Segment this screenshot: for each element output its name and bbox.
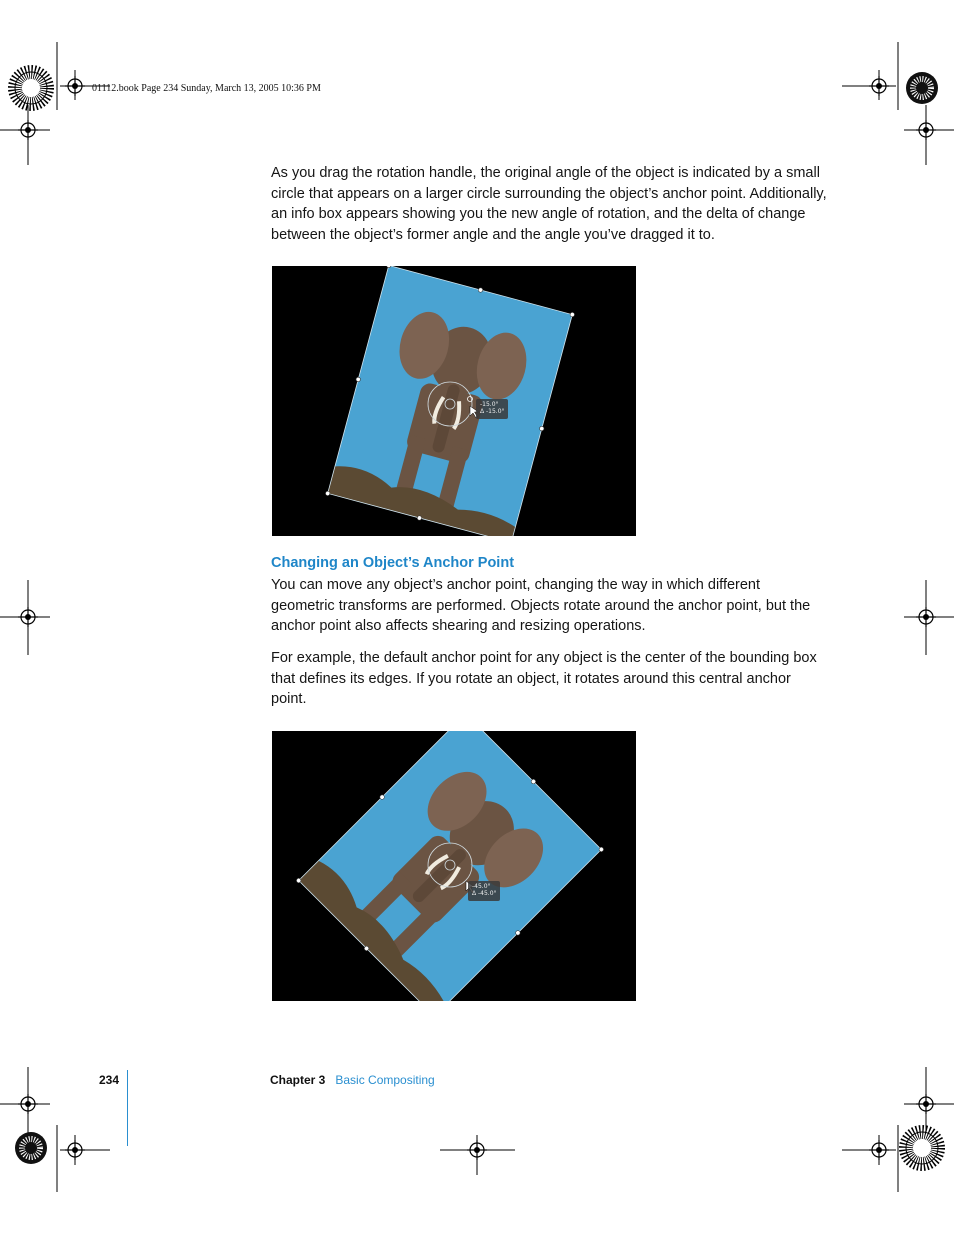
- page-number: 234: [99, 1073, 120, 1087]
- angle-label: -45.0°: [472, 883, 491, 890]
- footer-chapter: [270, 1073, 435, 1087]
- intro-line: an info box appears showing you the new angle of rotation, and the delta of change: [271, 206, 806, 223]
- delta-label: Δ -15.0°: [480, 408, 505, 415]
- intro-paragraph: [271, 163, 831, 245]
- delta-label: Δ -45.0°: [472, 890, 497, 897]
- chapter-title: Basic Compositing: [335, 1073, 435, 1087]
- print-slug: 01112.book Page 234 Sunday, March 13, 2005 10:36 PM: [92, 83, 321, 94]
- intro-line: circle that appears on a larger circle surrounding the object’s anchor point. Additionally,: [271, 185, 827, 202]
- section-heading: Changing an Object’s Anchor Point: [271, 555, 515, 571]
- para-line: that defines its edges. If you rotate an object, it rotates around this central anchor: [271, 670, 791, 687]
- intro-line: As you drag the rotation handle, the original angle of the object is indicated by a small: [271, 165, 820, 181]
- para-line: point.: [271, 691, 307, 708]
- chapter-label: Chapter 3: [270, 1073, 326, 1087]
- figure-rotation-15: [272, 266, 636, 536]
- para-line: You can move any object’s anchor point, changing the way in which different: [271, 577, 761, 593]
- intro-line: between the object’s former angle and the angle you’ve dragged it to.: [271, 226, 715, 243]
- para-line: For example, the default anchor point for any object is the center of the bounding box: [271, 650, 817, 666]
- rotation-info-box: [472, 883, 497, 897]
- footer-rule: [127, 1070, 128, 1146]
- para-line: geometric transforms are performed. Objects rotate around the anchor point, but the: [271, 597, 811, 614]
- figure-rotation-45: [272, 731, 636, 1001]
- rotation-info-box: [480, 401, 505, 415]
- para-line: anchor point also affects shearing and resizing operations.: [271, 618, 646, 635]
- angle-label: -15.0°: [480, 401, 499, 408]
- anchor-point-paragraph: [271, 575, 831, 637]
- example-paragraph: [271, 648, 831, 710]
